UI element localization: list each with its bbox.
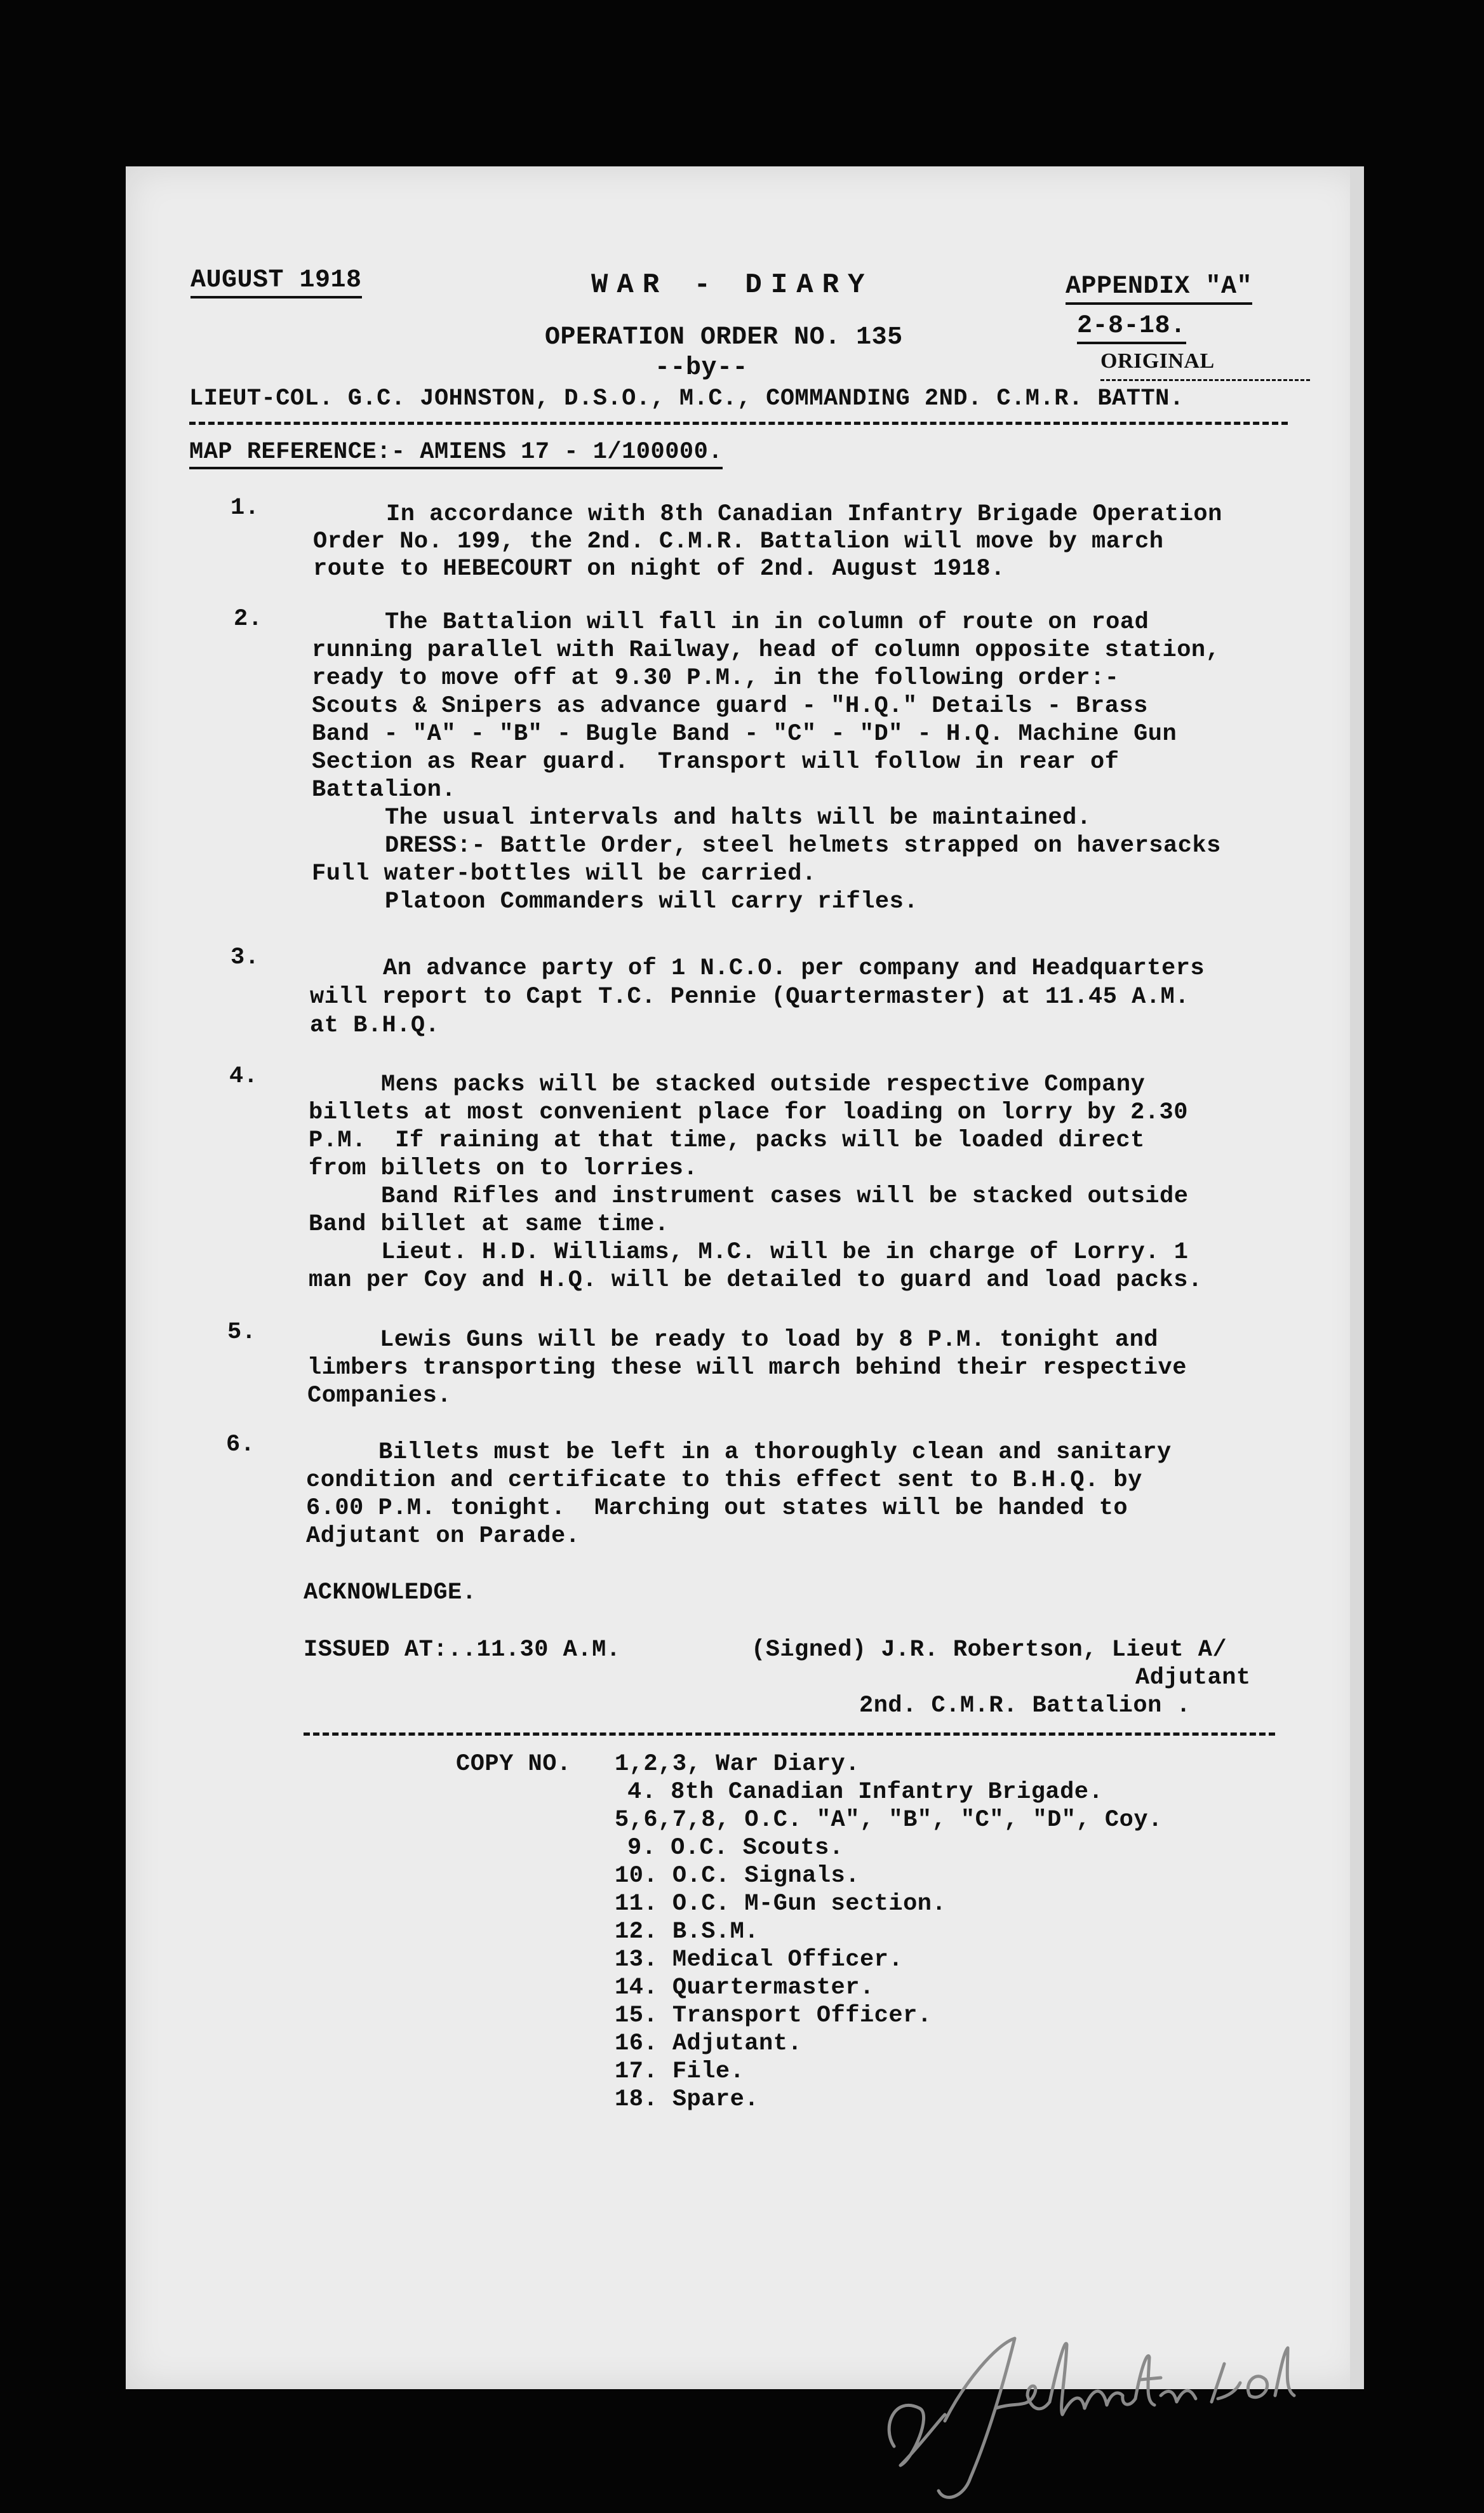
paragraph-line: Adjutant on Parade.	[306, 1523, 580, 1550]
copy-item: 18. Spare.	[615, 2086, 759, 2113]
document-title: WAR - DIARY	[591, 269, 874, 301]
copy-item: 10. O.C. Signals.	[615, 1863, 860, 1889]
paragraph-line: DRESS:- Battle Order, steel helmets strapped on haversacks	[385, 833, 1221, 859]
paragraph-line: will report to Capt T.C. Pennie (Quartermaster) at 11.45 A.M.	[310, 984, 1189, 1010]
paragraph-line: Full water-bottles will be carried.	[312, 861, 817, 887]
paragraph-line: The usual intervals and halts will be maintained.	[385, 805, 1092, 831]
paragraph-line: Mens packs will be stacked outside respective Company	[381, 1071, 1146, 1098]
copy-no-label: COPY NO.	[456, 1751, 572, 1778]
paragraph-number: 1.	[231, 495, 260, 521]
paragraph-line: billets at most convenient place for loading on lorry by 2.30	[309, 1099, 1188, 1126]
paragraph-line: In accordance with 8th Canadian Infantry Brigade Operation	[386, 501, 1222, 528]
document-page	[126, 166, 1364, 2389]
original-stamp: ORIGINAL	[1100, 349, 1215, 373]
paragraph-line: limbers transporting these will march behind their respective	[307, 1355, 1187, 1381]
paragraph-line: Band billet at same time.	[309, 1211, 669, 1238]
paragraph-line: An advance party of 1 N.C.O. per company and Headquarters	[383, 955, 1205, 982]
original-underline	[1100, 379, 1310, 381]
paragraph-line: condition and certificate to this effect sent to B.H.Q. by	[306, 1467, 1142, 1494]
copy-item: 13. Medical Officer.	[615, 1947, 904, 1973]
copy-item: 5,6,7,8, O.C. "A", "B", "C", "D", Coy.	[615, 1807, 1163, 1833]
paragraph-line: from billets on to lorries.	[309, 1155, 698, 1182]
copy-item: 9. O.C. Scouts.	[627, 1835, 844, 1861]
paragraph-line: Lieut. H.D. Williams, M.C. will be in charge of Lorry. 1	[381, 1239, 1189, 1266]
paragraph-number: 4.	[229, 1063, 258, 1090]
paragraph-number: 6.	[226, 1431, 255, 1458]
header-divider	[189, 422, 1288, 425]
commander-line: LIEUT-COL. G.C. JOHNSTON, D.S.O., M.C., COMMANDING 2ND. C.M.R. BATTN.	[189, 385, 1184, 412]
paragraph-line: ready to move off at 9.30 P.M., in the following order:-	[312, 665, 1120, 692]
paragraph-line: P.M. If raining at that time, packs will be loaded direct	[309, 1127, 1145, 1154]
map-reference: MAP REFERENCE:- AMIENS 17 - 1/100000.	[189, 441, 723, 469]
copy-item: 11. O.C. M-Gun section.	[615, 1891, 947, 1917]
copy-item: 17. File.	[615, 2058, 745, 2085]
paragraph-line: Section as Rear guard. Transport will follow in rear of	[312, 749, 1120, 775]
date-heading: AUGUST 1918	[191, 268, 362, 298]
copy-item: 14. Quartermaster.	[615, 1974, 874, 2001]
paragraph-line: Lewis Guns will be ready to load by 8 P.M. tonight and	[380, 1327, 1158, 1353]
paragraph-line: at B.H.Q.	[310, 1012, 440, 1039]
acknowledge-line: ACKNOWLEDGE.	[304, 1579, 477, 1606]
paragraph-number: 3.	[231, 944, 260, 971]
paragraph-line: Platoon Commanders will carry rifles.	[385, 888, 919, 915]
paragraph-line: Band Rifles and instrument cases will be stacked outside	[381, 1183, 1189, 1210]
paragraph-line: Battalion.	[312, 777, 457, 803]
paragraph-line: The Battalion will fall in in column of route on road	[385, 609, 1149, 636]
page-edge	[1350, 166, 1364, 2389]
copy-item: 1,2,3, War Diary.	[615, 1751, 860, 1778]
paragraph-line: 6.00 P.M. tonight. Marching out states will be handed to	[306, 1495, 1128, 1522]
appendix-label: APPENDIX "A"	[1066, 274, 1252, 305]
adjutant-title: Adjutant	[1135, 1665, 1251, 1691]
paragraph-line: route to HEBECOURT on night of 2nd. August 1918.	[313, 556, 1005, 582]
copy-item: 16. Adjutant.	[615, 2030, 803, 2057]
paragraph-line: Order No. 199, the 2nd. C.M.R. Battalion will move by march	[313, 528, 1164, 555]
copy-item: 15. Transport Officer.	[615, 2002, 932, 2029]
footer-divider	[304, 1732, 1275, 1736]
issued-time: ISSUED AT:..11.30 A.M.	[304, 1637, 621, 1663]
paragraph-number: 5.	[227, 1319, 257, 1346]
handwritten-signature	[869, 2319, 1313, 2510]
paragraph-number: 2.	[234, 606, 263, 633]
copy-item: 12. B.S.M.	[615, 1919, 759, 1945]
paragraph-line: running parallel with Railway, head of column opposite station,	[312, 637, 1220, 664]
signed-by: (Signed) J.R. Robertson, Lieut A/	[751, 1637, 1227, 1663]
paragraph-line: Scouts & Snipers as advance guard - "H.Q." Details - Brass	[312, 693, 1148, 720]
copy-item: 4. 8th Canadian Infantry Brigade.	[627, 1779, 1104, 1806]
paragraph-line: Band - "A" - "B" - Bugle Band - "C" - "D" - H.Q. Machine Gun	[312, 721, 1177, 747]
paragraph-line: man per Coy and H.Q. will be detailed to guard and load packs.	[309, 1267, 1203, 1294]
battalion-name: 2nd. C.M.R. Battalion .	[859, 1692, 1191, 1719]
paragraph-line: Companies.	[307, 1383, 452, 1409]
order-date: 2-8-18.	[1077, 314, 1186, 344]
paragraph-line: Billets must be left in a thoroughly clean and sanitary	[378, 1439, 1172, 1466]
order-title: OPERATION ORDER NO. 135	[545, 323, 903, 352]
by-line: --by--	[655, 354, 749, 382]
